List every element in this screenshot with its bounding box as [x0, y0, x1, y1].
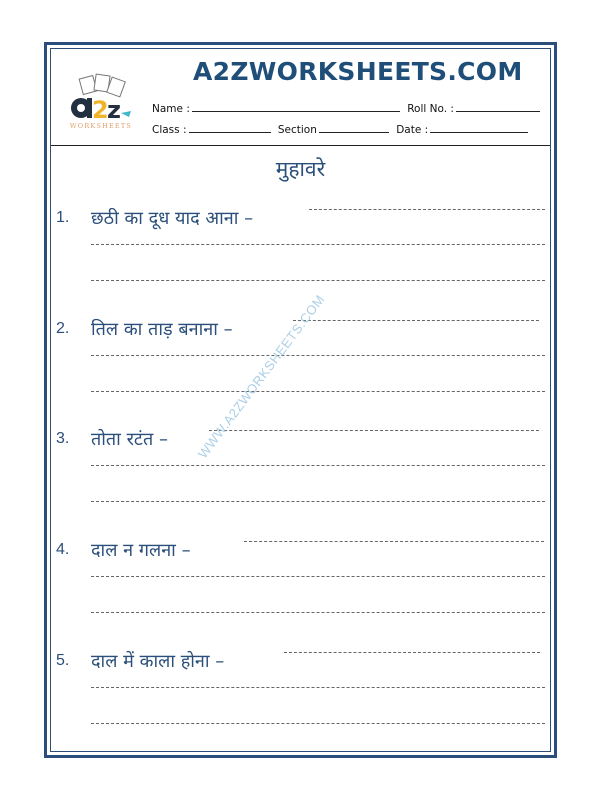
question-number: 4.	[56, 541, 70, 558]
answer-line[interactable]	[284, 652, 540, 653]
question-number: 5.	[56, 652, 70, 669]
section-field[interactable]	[319, 122, 389, 133]
answer-line[interactable]	[91, 280, 545, 281]
site-title: A2ZWORKSHEETS.COM	[193, 57, 523, 86]
date-label: Date :	[396, 124, 429, 136]
class-section-date-row	[152, 122, 532, 136]
svg-text:2: 2	[92, 96, 109, 124]
name-label: Name :	[152, 103, 190, 115]
question-text: तिल का ताड़ बनाना –	[91, 319, 233, 340]
question-text: दाल न गलना –	[91, 540, 191, 561]
question-text: तोता रटंत –	[91, 429, 168, 450]
answer-line[interactable]	[91, 465, 545, 466]
question-number: 1.	[56, 209, 70, 226]
worksheet-header	[51, 49, 550, 146]
watermark: WWW.A2ZWORKSHEETS.COM	[195, 291, 328, 462]
worksheet-inner-border	[50, 48, 551, 752]
name-field[interactable]	[192, 101, 400, 112]
worksheet-border	[44, 42, 557, 758]
answer-line[interactable]	[91, 612, 545, 613]
answer-line[interactable]	[91, 576, 545, 577]
question-number: 3.	[56, 430, 70, 447]
roll-field[interactable]	[456, 101, 540, 112]
answer-line[interactable]	[209, 430, 539, 431]
date-field[interactable]	[430, 122, 528, 133]
answer-line[interactable]	[91, 723, 545, 724]
answer-line[interactable]	[244, 541, 544, 542]
svg-text:WORKSHEETS: WORKSHEETS	[69, 122, 133, 130]
roll-label: Roll No. :	[407, 103, 454, 115]
answer-line[interactable]	[91, 501, 545, 502]
question-number: 2.	[56, 320, 70, 337]
name-roll-row	[152, 101, 544, 115]
class-label: Class :	[152, 124, 187, 136]
answer-line[interactable]	[309, 209, 545, 210]
class-field[interactable]	[189, 122, 271, 133]
question-text: दाल में काला होना –	[91, 651, 225, 672]
worksheet-title: मुहावरे	[275, 157, 326, 181]
answer-line[interactable]	[91, 355, 545, 356]
answer-line[interactable]	[91, 391, 545, 392]
question-text: छठी का दूध याद आना –	[91, 208, 254, 229]
section-label: Section	[277, 124, 317, 136]
answer-line[interactable]	[91, 244, 545, 245]
answer-line[interactable]	[91, 687, 545, 688]
answer-line[interactable]	[293, 320, 539, 321]
a2z-logo-icon	[59, 73, 143, 131]
svg-text:z: z	[107, 96, 121, 124]
